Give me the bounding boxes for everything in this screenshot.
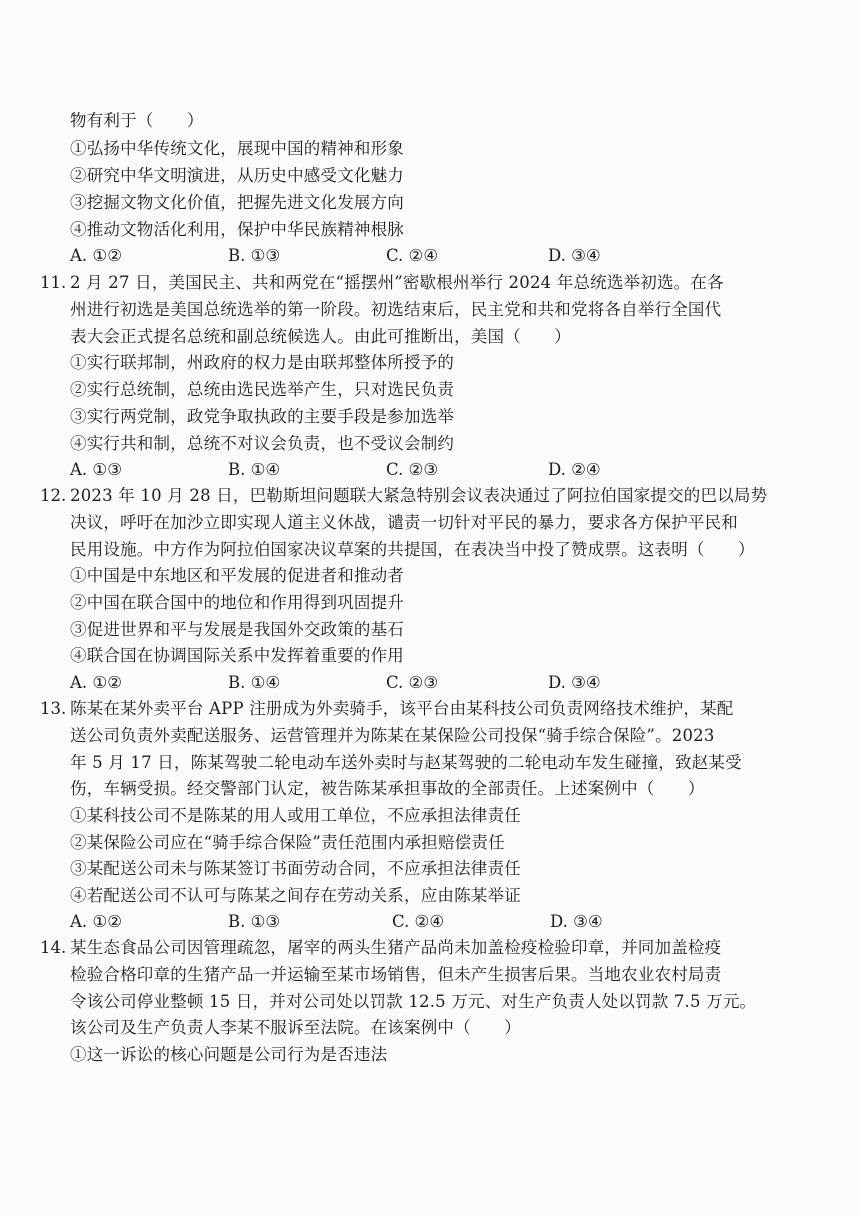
q11-option-a: A. ①③: [70, 460, 122, 479]
q13-stem-line-3: 年 5 月 17 日，陈某驾驶二轮电动车送外卖时与赵某驾驶的二轮电动车发生碰撞，致赵某受: [70, 753, 742, 772]
q14-stem-line-1: 某生态食品公司因管理疏忽，屠宰的两头生猪产品尚未加盖检疫检验印章，并同加盖检疫: [70, 938, 722, 957]
q13-number: 13.: [40, 699, 67, 718]
q11-stem-line-3: 表大会正式提名总统和副总统候选人。由此可推断出，美国（ ）: [70, 327, 571, 346]
q12-statement-3: ③促进世界和平与发展是我国外交政策的基石: [70, 620, 404, 639]
q12-statement-4: ④联合国在协调国际关系中发挥着重要的作用: [70, 646, 404, 665]
q11-number: 11.: [40, 273, 67, 292]
q10-option-a: A. ①②: [70, 246, 122, 265]
q10-option-c: C. ②④: [386, 246, 439, 265]
q13-statement-2: ②某保险公司应在“骑手综合保险”责任范围内承担赔偿责任: [70, 833, 505, 852]
q13-statement-3: ③某配送公司未与陈某签订书面劳动合同，不应承担法律责任: [70, 859, 521, 878]
q11-option-c: C. ②③: [386, 460, 439, 479]
q12-statement-1: ①中国是中东地区和平发展的促进者和推动者: [70, 566, 404, 585]
q13-stem-line-1: 陈某在某外卖平台 APP 注册成为外卖骑手，该平台由某科技公司负责网络技术维护，某配: [70, 699, 734, 718]
q12-option-b: B. ①④: [228, 673, 281, 692]
q12-stem-line-3: 民用设施。中方作为阿拉伯国家决议草案的共提国，在表决当中投了赞成票。这表明（ ）: [70, 540, 755, 559]
q12-option-a: A. ①②: [70, 673, 122, 692]
q11-statement-3: ③实行两党制，政党争取执政的主要手段是参加选举: [70, 407, 455, 426]
q14-statement-1: ①这一诉讼的核心问题是公司行为是否违法: [70, 1045, 388, 1064]
q13-option-d: D. ③④: [550, 912, 603, 931]
q13-statement-4: ④若配送公司不认可与陈某之间存在劳动关系，应由陈某举证: [70, 886, 521, 905]
q12-stem-line-2: 决议，呼吁在加沙立即实现人道主义休战，谴责一切针对平民的暴力，要求各方保护平民和: [70, 513, 738, 532]
q11-stem-line-1: 2 月 27 日，美国民主、共和两党在“摇摆州”密歇根州举行 2024 年总统选举初选。在各: [70, 273, 724, 292]
q11-option-b: B. ①④: [228, 460, 281, 479]
q11-stem-line-2: 州进行初选是美国总统选举的第一阶段。初选结束后，民主党和共和党将各自举行全国代: [70, 300, 722, 319]
q10-option-d: D. ③④: [548, 246, 601, 265]
q14-number: 14.: [40, 938, 67, 957]
q13-stem-line-2: 送公司负责外卖配送服务、运营管理并为陈某在某保险公司投保“骑手综合保险”。2023: [70, 726, 715, 745]
q13-option-c: C. ②④: [392, 912, 445, 931]
q10-option-b: B. ①③: [228, 246, 281, 265]
q10-statement-3: ③挖掘文物文化价值，把握先进文化发展方向: [70, 193, 404, 212]
q12-statement-2: ②中国在联合国中的地位和作用得到巩固提升: [70, 593, 404, 612]
q14-stem-line-3: 令该公司停业整顿 15 日，并对公司处以罚款 12.5 万元、对生产负责人处以罚款 7.5 万元。: [70, 992, 757, 1011]
q10-statement-4: ④推动文物活化利用，保护中华民族精神根脉: [70, 220, 404, 239]
q12-option-d: D. ③④: [548, 673, 601, 692]
q12-option-c: C. ②③: [386, 673, 439, 692]
q14-stem-line-2: 检验合格印章的生猪产品一并运输至某市场销售，但未产生损害后果。当地农业农村局责: [70, 965, 722, 984]
q13-option-b: B. ①③: [228, 912, 281, 931]
q10-statement-1: ①弘扬中华传统文化，展现中国的精神和形象: [70, 139, 404, 158]
q13-option-a: A. ①②: [70, 912, 122, 931]
q11-statement-4: ④实行共和制，总统不对议会负责，也不受议会制约: [70, 434, 455, 453]
q13-stem-line-4: 伤，车辆受损。经交警部门认定，被告陈某承担事故的全部责任。上述案例中（ ）: [70, 779, 705, 798]
q12-stem-line-1: 2023 年 10 月 28 日，巴勒斯坦问题联大紧急特别会议表决通过了阿拉伯国家提交的巴以局势: [70, 486, 768, 505]
q11-statement-2: ②实行总统制，总统由选民选举产生，只对选民负责: [70, 380, 455, 399]
q11-option-d: D. ②④: [548, 460, 601, 479]
q10-statement-2: ②研究中华文明演进，从历史中感受文化魅力: [70, 166, 404, 185]
q13-statement-1: ①某科技公司不是陈某的用人或用工单位，不应承担法律责任: [70, 806, 521, 825]
q10-stem-tail: 物有利于（ ）: [70, 111, 204, 130]
q14-stem-line-4: 该公司及生产负责人李某不服诉至法院。在该案例中（ ）: [70, 1018, 521, 1037]
q11-statement-1: ①实行联邦制，州政府的权力是由联邦整体所授予的: [70, 353, 455, 372]
q12-number: 12.: [40, 486, 67, 505]
